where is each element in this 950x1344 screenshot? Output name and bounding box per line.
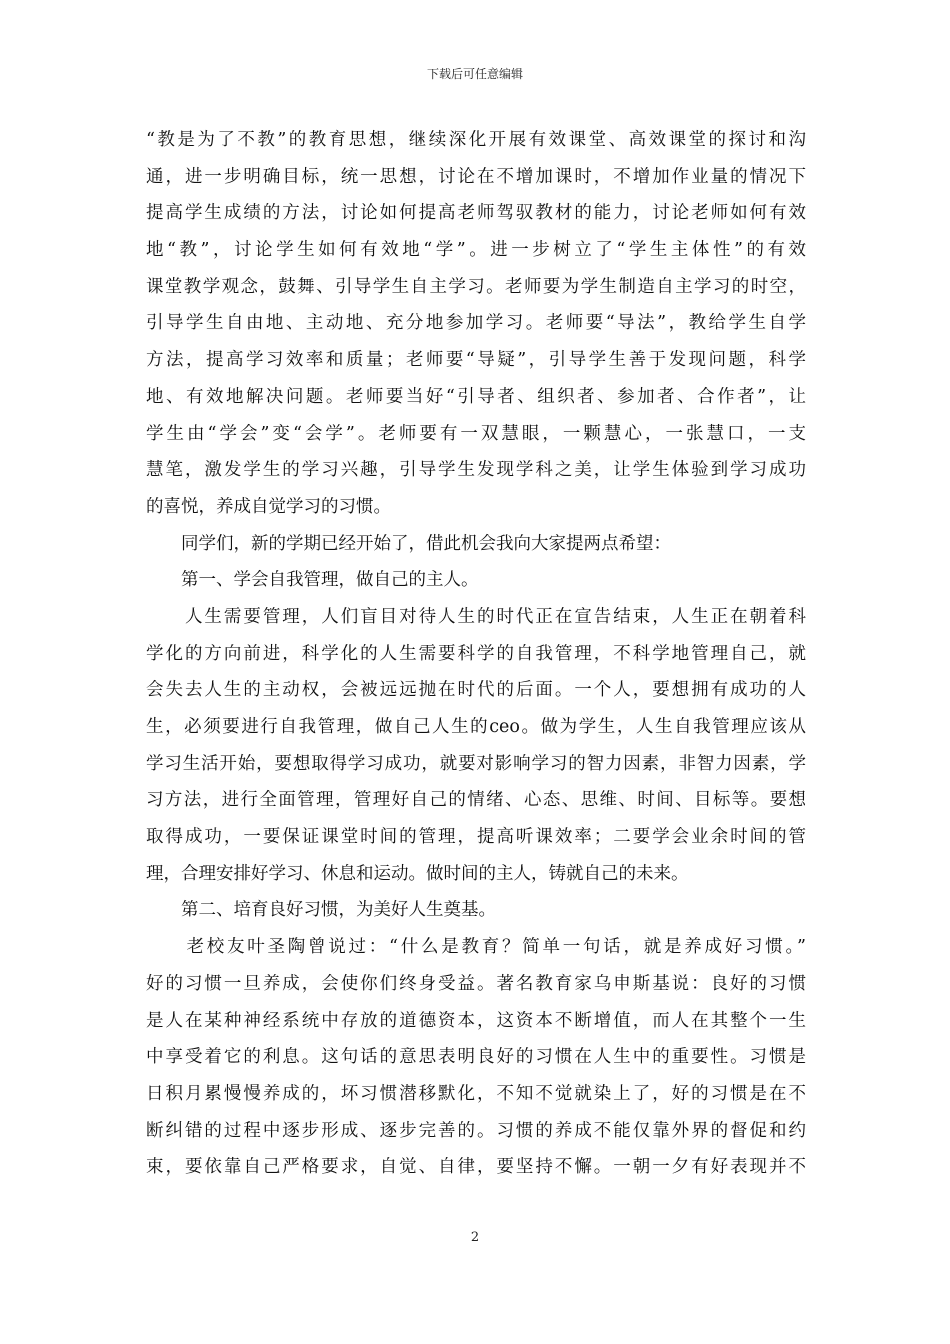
text-line: 学化的方向前进，科学化的人生需要科学的自我管理，不科学地管理自己，就 [146, 643, 806, 664]
page-header: 下载后可任意编辑 [426, 67, 523, 81]
text-line: 中享受着它的利息。这句话的意思表明良好的习惯在人生中的重要性。习惯是 [146, 1047, 806, 1068]
text-line: 习方法，进行全面管理，管理好自己的情绪、心态、思维、时间、目标等。要想 [146, 790, 806, 811]
text-line: 学习生活开始，要想取得学习成功，就要对影响学习的智力因素，非智力因素，学 [146, 753, 806, 774]
text-line: 提高学生成绩的方法，讨论如何提高老师驾驭教材的能力，讨论老师如何有效 [146, 203, 806, 224]
text-line: 是人在某种神经系统中存放的道德资本，这资本不断增值，而人在其整个一生 [146, 1010, 806, 1031]
text-line: 断纠错的过程中逐步形成、逐步完善的。习惯的养成不能仅靠外界的督促和约 [146, 1120, 806, 1141]
text-line: 好的习惯一旦养成，会使你们终身受益。著名教育家乌申斯基说：良好的习惯 [146, 973, 806, 994]
document-body [146, 122, 806, 1186]
text-line: 日积月累慢慢养成的，坏习惯潜移默化，不知不觉就染上了，好的习惯是在不 [146, 1083, 806, 1104]
text-line: 的喜悦，养成自觉学习的习惯。 [146, 496, 391, 517]
text-line: 理，合理安排好学习、休息和运动。做时间的主人，铸就自己的未来。 [146, 863, 689, 884]
text-line: 人生需要管理，人们盲目对待人生的时代正在宣告结束，人生正在朝着科 [146, 606, 806, 627]
text-line: 第二、培育良好习惯，为美好人生奠基。 [146, 900, 496, 921]
text-line: 方法，提高学习效率和质量；老师要“导疑”，引导学生善于发现问题，科学 [146, 350, 806, 371]
text-line: 地“教”，讨论学生如何有效地“学”。进一步树立了“学生主体性”的有效 [146, 240, 806, 261]
text-line: 老校友叶圣陶曾说过：“什么是教育？简单一句话，就是养成好习惯。” [146, 937, 806, 958]
text-line: 束，要依靠自己严格要求，自觉、自律，要坚持不懈。一朝一夕有好表现并不 [146, 1157, 806, 1178]
text-line: 引导学生自由地、主动地、充分地参加学习。老师要“导法”，教给学生自学 [146, 313, 806, 334]
text-line: 慧笔，激发学生的学习兴趣，引导学生发现学科之美，让学生体验到学习成功 [146, 460, 806, 481]
text-line: 生，必须要进行自我管理，做自己人生的ceo。做为学生，人生自我管理应该从 [146, 717, 806, 737]
text-line: 课堂教学观念，鼓舞、引导学生自主学习。老师要为学生制造自主学习的时空， [146, 276, 806, 297]
text-line: 学生由“学会”变“会学”。老师要有一双慧眼，一颗慧心，一张慧口，一支 [146, 423, 806, 444]
page-number: 2 [470, 1230, 480, 1245]
text-line: 取得成功，一要保证课堂时间的管理，提高听课效率；二要学会业余时间的管 [146, 827, 806, 848]
text-line: 会失去人生的主动权，会被远远抛在时代的后面。一个人，要想拥有成功的人 [146, 680, 806, 701]
text-line: 同学们，新的学期已经开始了，借此机会我向大家提两点希望： [146, 533, 671, 554]
text-line: 地、有效地解决问题。老师要当好“引导者、组织者、参加者、合作者”，让 [146, 386, 806, 407]
text-line: “教是为了不教”的教育思想，继续深化开展有效课堂、高效课堂的探讨和沟 [146, 130, 806, 150]
text-line: 通，进一步明确目标，统一思想，讨论在不增加课时，不增加作业量的情况下 [146, 166, 806, 187]
text-line: 第一、学会自我管理，做自己的主人。 [146, 570, 479, 591]
